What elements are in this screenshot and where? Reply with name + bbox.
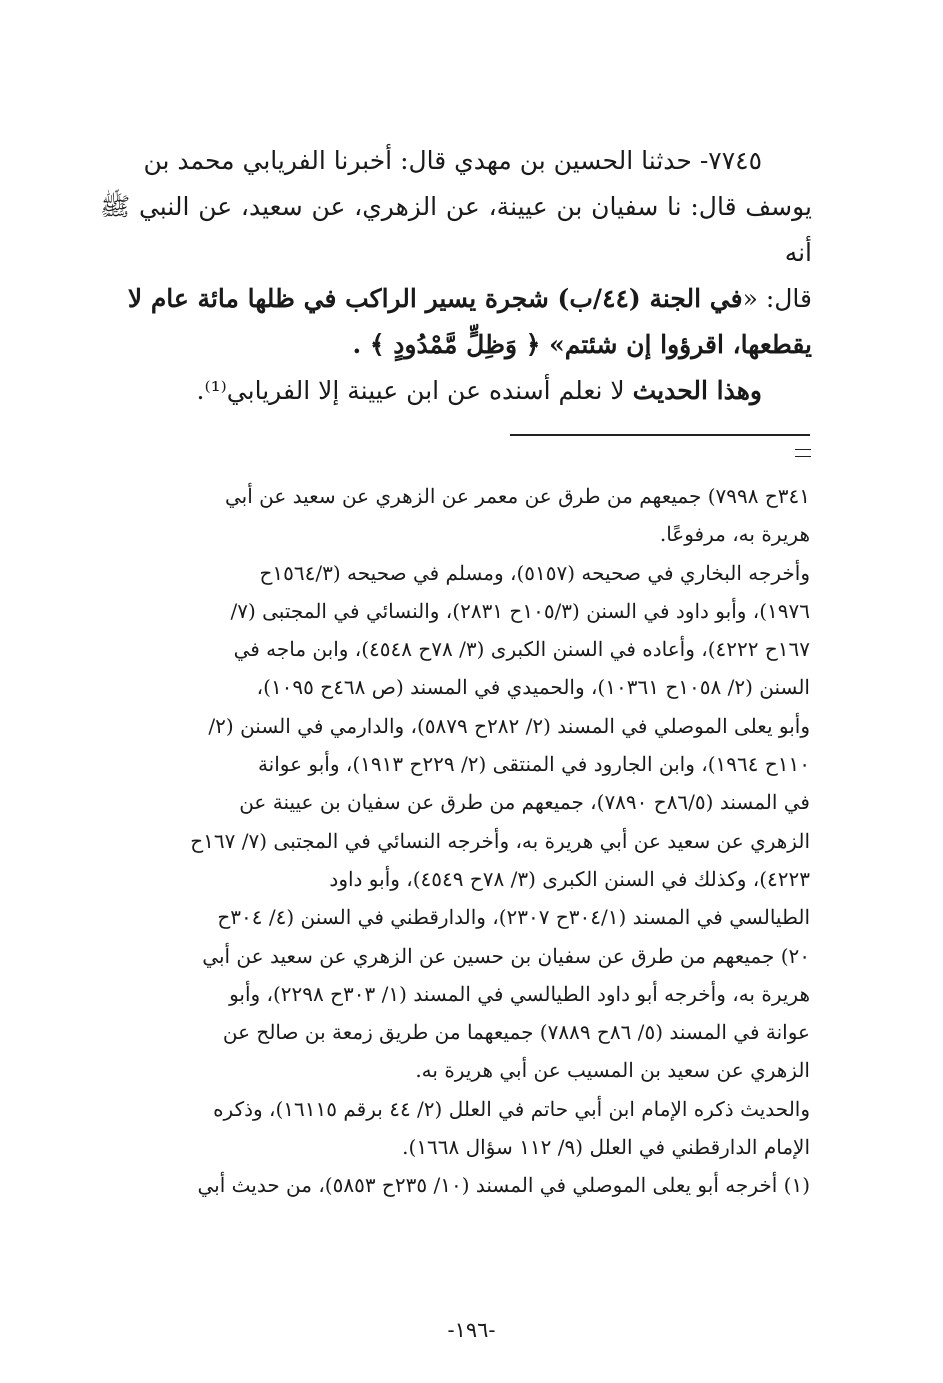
hadith-line: ٧٧٤٥- حدثنا الحسين بن مهدي قال: أخبرنا الفريابي محمد بن <box>143 146 762 175</box>
hadith-line: يوسف قال: نا سفيان بن عيينة، عن الزهري، عن سعيد، عن النبي ﷺ أنه <box>100 192 812 267</box>
hadith-matn: في الجنة (٤٤/ب) شجرة يسير الراكب في ظلها مائة عام لا <box>127 284 743 313</box>
footnote-line: ١١٠ح ١٩٦٤)، وابن الجارود في المنتقى (٢/ ٢٢٩ح ١٩١٣)، وأبو عوانة <box>257 752 810 777</box>
footnote-line: ٢٠) جميعهم من طرق عن سفيان بن حسين عن الزهري عن سعيد عن أبي <box>202 943 810 968</box>
footnote-line: ١٦٧ح ٤٢٢٢)، وأعاده في السنن الكبرى (٣/ ٧٨ح ٤٥٤٨)، وابن ماجه في <box>233 637 810 662</box>
footnotes <box>102 477 810 1205</box>
hadith-line <box>100 322 812 368</box>
main-text <box>100 138 812 414</box>
footnote-1: (١) أخرجه أبو يعلى الموصلي في المسند (١٠/ ٢٣٥ح ٥٨٥٣)، من حديث أبي <box>197 1173 810 1198</box>
footnote-line: ١٩٧٦)، وأبو داود في السنن (١٠٥/٣ح ٢٨٣١)، والنسائي في المجتبى (٧/ <box>230 598 810 623</box>
footnote-line: ٤٢٢٣)، وكذلك في السنن الكبرى (٣/ ٧٨ح ٤٥٤٩)، وأبو داود <box>329 866 810 891</box>
footnote-line: ٣٤١ح ٧٩٩٨) جميعهم من طرق عن معمر عن الزهري عن سعيد عن أبي <box>224 484 810 508</box>
footnote-line: والحديث ذكره الإمام ابن أبي حاتم في العلل (٢/ ٤٤ برقم ١٦١١٥)، وذكره <box>213 1096 810 1121</box>
hadith-matn: يقطعها، اقرؤوا إن شئتم» ﴿ وَظِلٍّ مَّمْدُودٍ ﴾ . <box>352 330 812 359</box>
footnote-separator <box>510 434 810 436</box>
footnote-line: هريرة به، وأخرجه أبو داود الطيالسي في المسند (١/ ٣٠٣ح ٢٢٩٨)، وأبو <box>229 981 810 1006</box>
author-comment: وهذا الحديث لا نعلم أسنده عن ابن عيينة إلا الفريابي⁽¹⁾. <box>196 376 762 405</box>
footnote-line: وأخرجه البخاري في صحيحه (٥١٥٧)، ومسلم في صحيحه (١٥٦٤/٣ح <box>259 560 810 585</box>
footnote-line: في المسند (٨٦/٥ح ٧٨٩٠)، جميعهم من طرق عن سفيان بن عيينة عن <box>239 790 810 815</box>
footnote-line: الإمام الدارقطني في العلل (٩/ ١١٢ سؤال ١٦٦٨). <box>402 1135 810 1160</box>
footnote-line: وأبو يعلى الموصلي في المسند (٢/ ٢٨٢ح ٥٨٧٩)، والدارمي في السنن (٢/ <box>208 713 810 738</box>
page-number: -١٩٦- <box>447 1318 496 1342</box>
footnote-line: عوانة في المسند (٥/ ٨٦ح ٧٨٨٩) جميعهما من طريق زمعة بن صالح عن <box>222 1020 810 1045</box>
footnote-line: الزهري عن سعيد عن أبي هريرة به، وأخرجه النسائي في المجتبى (٧/ ١٦٧ح <box>190 828 810 853</box>
footnote-line: الزهري عن سعيد بن المسيب عن أبي هريرة به. <box>415 1058 810 1083</box>
continuation-mark <box>795 449 811 457</box>
footnote-line: السنن (٢/ ١٠٥٨ح ١٠٣٦١)، والحميدي في المسند (ص ٤٦٨ح ١٠٩٥)، <box>256 675 810 700</box>
footnote-line: الطيالسي في المسند (٣٠٤/١ح ٢٣٠٧)، والدارقطني في السنن (٤/ ٣٠٤ح <box>217 905 810 930</box>
footnote-line: هريرة به، مرفوعًا. <box>659 522 810 547</box>
hadith-line: قال: «في الجنة (٤٤/ب) شجرة يسير الراكب في ظلها مائة عام لا <box>127 284 812 313</box>
comment-lead: وهذا الحديث <box>632 376 762 405</box>
